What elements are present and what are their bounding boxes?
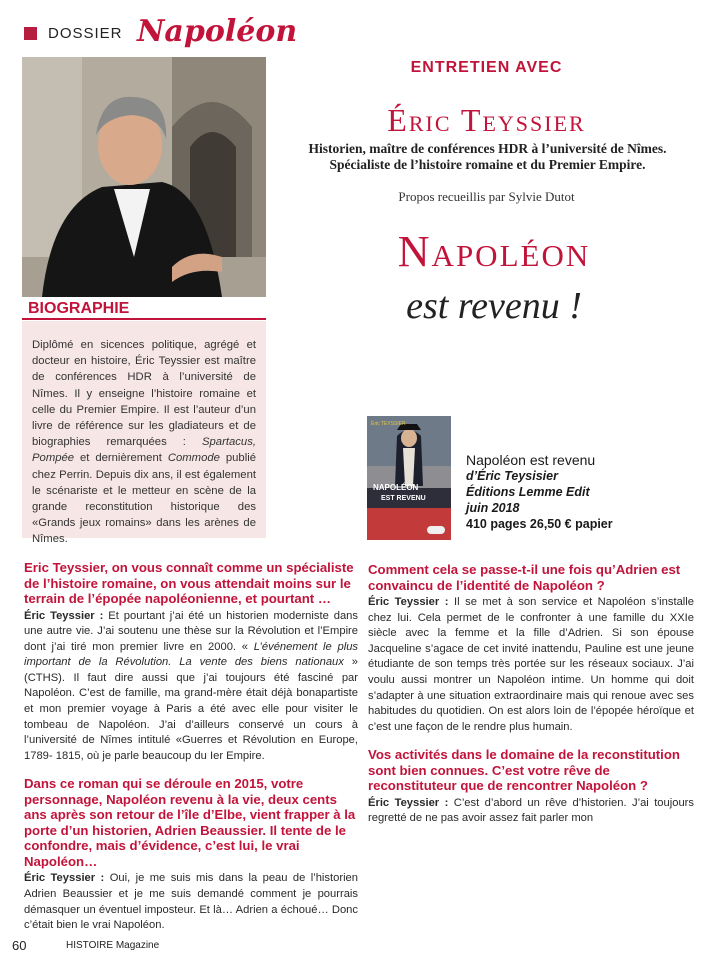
biography-box — [22, 321, 266, 546]
magazine-name: HISTOIRE Magazine — [66, 940, 160, 951]
book-author: d’Éric Teysisier — [466, 469, 558, 483]
bio-text: et dernièrement — [74, 452, 168, 465]
book-title: Napoléon est revenu — [466, 452, 596, 468]
answer-book-title: L’événement le plus important de la Révolution. La vente des biens nationaux — [24, 640, 359, 669]
biography-divider — [22, 318, 266, 320]
speaker-label: Éric Teyssier : — [24, 872, 105, 885]
answer-2 — [24, 871, 358, 933]
bio-text: Diplômé en sicences politique, agrégé et docteur en histoire, Éric Teyssier est maître de conférences HDR à l’université de Nîmes. Il y enseigne l’histoire romaine et celle du Premier Empire. Il est l’auteur d’un livre de référence sur les gladiateurs et de biographies remarquées : — [32, 339, 256, 449]
interviewee-name: Éric Teyssier — [387, 102, 586, 138]
speaker-label: Éric Teyssier : — [368, 596, 449, 608]
book-info — [466, 452, 696, 532]
article-column-left — [24, 560, 358, 934]
author-photo — [22, 57, 266, 297]
biography-heading: BIOGRAPHIE — [28, 300, 130, 317]
bio-text: publié chez Perrin. Depuis dix ans, il est également le scénariste et le metteur en scène de la grande reconstitution historique des «Grands jeux romains» dans les arènes de Nîmes. — [32, 452, 257, 546]
answer-text: Il se met à son service et Napoléon s’installe chez lui. Cela permet de le confronter à une famille du XXIe siècle avec la femme et la fille d’Adrien. Si son épouse Jacqueline s’agace de cet invité inattendu, Pauline est une jeune étudiante de son temps très portée sur les réseaux sociaux. J’ai voulu aussi montrer un Napoléon intime. Un homme qui doit s’adapter à une situation extraordinaire mais qui renoue avec ses habitudes du quotidien. On est alors loin de l’épopée héroïque et c’est une façon de le rendre plus humain. — [368, 596, 694, 733]
book-cover — [367, 416, 451, 540]
bio-title-spartacus: Spartacus, — [201, 436, 256, 449]
answer-text: C’est d’abord un rêve d’historien. J’ai toujours regretté de ne pas avoir assez fait parler mon — [368, 796, 695, 825]
byline: Propos recueillis par Sylvie Dutot — [398, 189, 575, 204]
rubric-label: DOSSIER — [48, 25, 123, 42]
speaker-label: Éric Teyssier : — [24, 609, 104, 622]
book-pages-price: 410 pages 26,50 € papier — [466, 517, 613, 531]
bio-title-pompee: Pompée — [32, 452, 75, 465]
headline-line-2: est revenu ! — [406, 285, 582, 327]
question-4: Vos activités dans le domaine de la reconstitution sont bien connues. C’est votre rêve de reconstituteur que de rencontrer Napoléon ? — [368, 747, 680, 794]
answer-1 — [24, 609, 358, 765]
book-publisher: Éditions Lemme Edit — [466, 485, 590, 499]
book-cover-illustration — [367, 416, 451, 540]
interviewee-credentials: Historien, maître de conférences HDR à l’université de Nîmes. Spécialiste de l’histoire romaine et du Premier Empire. — [308, 141, 667, 172]
page-number: 60 — [12, 938, 27, 953]
answer-4 — [368, 796, 694, 827]
book-cover-title-1: NAPOLÉON — [373, 483, 419, 492]
question-2: Dans ce roman qui se déroule en 2015, votre personnage, Napoléon revenu à la vie, deux cents ans après son retour de l’île d’Elbe, vient frapper à la porte d’un historien, Adrien Beaussier. Il tente de le confondre, mais d’évidence, c’est lui, le vrai Napoléon… — [24, 776, 356, 869]
interview-kicker: ENTRETIEN AVEC — [410, 59, 563, 76]
author-photo-illustration — [22, 57, 266, 297]
headline-line-1: Napoléon — [397, 227, 591, 276]
book-date: juin 2018 — [466, 501, 520, 515]
answer-text: » (CTHS). Il faut dire aussi que j’ai toujours été fasciné par Napoléon. C’est de famille, ma grand-mère était déjà bonapartiste et mon premier voyage à Paris a été avec elle pour visiter le tombeau de Napoléon. J’ai d’ailleurs conservé un cours à l’université de Nîmes intitulé «Guerres et Révolution en Europe, 1789- 1815, où je parle beaucoup du Ier Empire. — [24, 656, 358, 762]
bio-title-commode: Commode — [167, 452, 220, 465]
speaker-label: Éric Teyssier : — [368, 796, 449, 809]
article-column-right — [368, 562, 694, 827]
question-3: Comment cela se passe-t-il une fois qu’Adrien est convaincu de l’identité de Napoléon ? — [368, 562, 681, 593]
answer-3 — [368, 595, 694, 735]
rubric-topic: Napoléon — [137, 14, 298, 49]
question-1: Eric Teyssier, on vous connaît comme un spécialiste de l’histoire romaine, on vous attendait moins sur le terrain de l’épopée napoléonienne, et pourtant … — [24, 560, 354, 606]
answer-text: Et pourtant j’ai été un historien moderniste dans une autre vie. J’ai soutenu une thèse sur la Révolution et l’Empire dont j’ai tiré mon premier livre en 2000. « — [24, 609, 358, 653]
answer-text: Oui, je me suis mis dans la peau de l’historien Adrien Beaussier et je me suis demandé comment je pourrais démasquer un éventuel imposteur. Et là… Adrien a échoué… Donc c’était bien le vrai Napoléon. — [24, 872, 359, 932]
rubric-marker — [24, 27, 37, 40]
book-cover-title-2: EST REVENU — [381, 495, 426, 502]
book-cover-author: Éric TEYSSIER — [371, 421, 406, 427]
